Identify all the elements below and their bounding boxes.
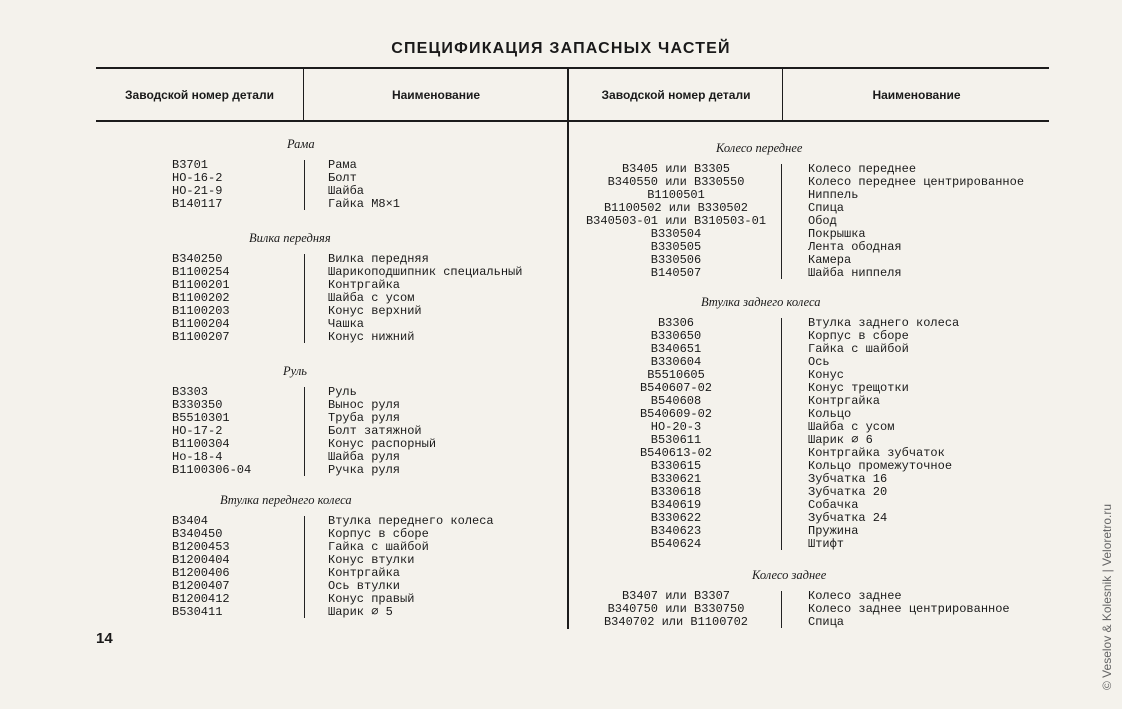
part-name: Гайка с шайбой <box>328 540 429 554</box>
header-part-number-right: Заводской номер детали <box>601 88 751 102</box>
part-number: B330506 <box>650 253 702 267</box>
part-number: B340250 <box>172 252 223 266</box>
part-number: B1100254 <box>172 265 230 279</box>
part-number: НО-16-2 <box>172 171 223 185</box>
part-number: B530411 <box>172 605 223 619</box>
part-name: Кольцо промежуточное <box>808 459 953 473</box>
header-divider-left <box>303 69 304 120</box>
part-name: Колесо заднее центрированное <box>808 602 1010 616</box>
part-number: B330650 <box>650 329 702 343</box>
column-separator <box>304 160 305 210</box>
column-separator <box>781 164 782 279</box>
header-name-right: Наименование <box>872 88 961 102</box>
part-number: B1100201 <box>172 278 230 292</box>
part-number: B1200412 <box>172 592 230 606</box>
page-number: 14 <box>96 630 113 647</box>
part-number: B1100203 <box>172 304 230 318</box>
part-name: Пружина <box>808 524 859 538</box>
part-number: B540608 <box>650 394 702 408</box>
part-name: Шайба <box>328 184 365 198</box>
part-name: Вилка передняя <box>328 252 429 266</box>
part-number: B340503-01 или B310503-01 <box>585 214 767 228</box>
part-name: Шайба с усом <box>328 291 415 305</box>
part-number: B1200406 <box>172 566 230 580</box>
part-number: B1200407 <box>172 579 230 593</box>
part-name: Кольцо <box>808 407 852 421</box>
part-name: Конус втулки <box>328 553 415 567</box>
part-name: Корпус в сборе <box>808 329 909 343</box>
section-title: Колесо переднее <box>716 141 803 155</box>
part-name: Обод <box>808 214 837 228</box>
part-number: B1100306-04 <box>172 463 252 477</box>
part-name: Гайка М8×1 <box>328 197 401 211</box>
section-title: Вилка передняя <box>249 231 331 245</box>
part-number: B540624 <box>650 537 702 551</box>
part-name: Шарик ⌀ 6 <box>808 433 873 447</box>
part-name: Чашка <box>328 317 365 331</box>
part-name: Ось втулки <box>328 579 401 593</box>
part-number: B330618 <box>650 485 702 499</box>
part-number: B3407 или B3307 <box>621 589 731 603</box>
part-number: B340750 или B330750 <box>607 602 745 616</box>
part-number: B340450 <box>172 527 223 541</box>
section-title: Колесо заднее <box>752 568 827 582</box>
part-name: Контргайка <box>808 394 881 408</box>
part-number: B340619 <box>650 498 702 512</box>
part-number: B330622 <box>650 511 702 525</box>
part-name: Колесо заднее <box>808 589 902 603</box>
part-number: B330621 <box>650 472 702 486</box>
part-name: Ниппель <box>808 188 859 202</box>
part-number: B540613-02 <box>639 446 712 460</box>
part-number: B330604 <box>650 355 702 369</box>
part-name: Втулка заднего колеса <box>808 316 960 330</box>
part-number: B1100202 <box>172 291 230 305</box>
part-name: Конус <box>808 368 845 382</box>
part-name: Колесо переднее центрированное <box>808 175 1025 189</box>
part-name: Спица <box>808 615 845 629</box>
part-name: Гайка с шайбой <box>808 342 909 356</box>
section-title: Втулка заднего колеса <box>701 295 821 309</box>
section-title: Втулка переднего колеса <box>220 493 352 507</box>
part-name: Ручка руля <box>328 463 401 477</box>
header-name-left: Наименование <box>391 88 481 102</box>
part-name: Шарик ⌀ 5 <box>328 605 393 619</box>
part-number: B330350 <box>172 398 223 412</box>
part-name: Шарикоподшипник специальный <box>328 265 523 279</box>
section-title: Рама <box>287 137 315 151</box>
part-name: Конус нижний <box>328 330 415 344</box>
header-divider-right <box>782 69 783 120</box>
part-name: Конус верхний <box>328 304 422 318</box>
part-name: Конус распорный <box>328 437 437 451</box>
column-separator <box>304 516 305 618</box>
part-name: Зубчатка 20 <box>808 485 888 499</box>
part-number: B1100207 <box>172 330 230 344</box>
part-number: B540609-02 <box>639 407 712 421</box>
part-name: Руль <box>328 385 357 399</box>
part-name: Корпус в сборе <box>328 527 429 541</box>
part-number: B1100204 <box>172 317 230 331</box>
part-number: B3306 <box>657 316 694 330</box>
part-name: Втулка переднего колеса <box>328 514 494 528</box>
part-number: B330505 <box>650 240 702 254</box>
part-name: Труба руля <box>328 411 401 425</box>
part-number: B5510605 <box>647 368 705 382</box>
part-number: B1100304 <box>172 437 230 451</box>
part-name: Собачка <box>808 498 859 512</box>
part-number: B330615 <box>650 459 702 473</box>
header-part-number-left: Заводской номер детали <box>125 88 274 102</box>
part-number: B3404 <box>172 514 209 528</box>
part-number: B1200404 <box>172 553 230 567</box>
part-number: B340623 <box>650 524 702 538</box>
part-name: Вынос руля <box>328 398 401 412</box>
part-number: B3405 или B3305 <box>621 162 731 176</box>
part-number: B330504 <box>650 227 702 241</box>
part-name: Зубчатка 24 <box>808 511 888 525</box>
part-number: НО-20-3 <box>650 420 702 434</box>
column-separator <box>304 387 305 476</box>
part-name: Конус трещотки <box>808 381 909 395</box>
part-number: НО-21-9 <box>172 184 223 198</box>
part-name: Контргайка зубчаток <box>808 446 945 460</box>
part-name: Зубчатка 16 <box>808 472 888 486</box>
part-name: Контргайка <box>328 566 401 580</box>
watermark: © Veselov & Kolesnik | Veloretro.ru <box>1100 503 1114 690</box>
part-name: Штифт <box>808 537 845 551</box>
column-separator <box>781 318 782 550</box>
part-name: Рама <box>328 158 357 172</box>
column-separator <box>781 591 782 628</box>
part-name: Колесо переднее <box>808 162 917 176</box>
part-name: Ось <box>808 355 830 369</box>
part-number: B540607-02 <box>639 381 712 395</box>
part-number: B340651 <box>650 342 702 356</box>
column-separator <box>304 254 305 343</box>
part-name: Шайба руля <box>328 450 401 464</box>
part-name: Шайба ниппеля <box>808 266 902 280</box>
part-number: B1100502 или B330502 <box>603 201 749 215</box>
header-bottom-rule <box>96 120 1049 122</box>
section-title: Руль <box>283 364 307 378</box>
part-name: Камера <box>808 253 852 267</box>
part-number: B1200453 <box>172 540 230 554</box>
part-number: B5510301 <box>172 411 230 425</box>
part-name: Покрышка <box>808 227 866 241</box>
part-number: НО-17-2 <box>172 424 223 438</box>
part-number: B3701 <box>172 158 209 172</box>
page-title: СПЕЦИФИКАЦИЯ ЗАПАСНЫХ ЧАСТЕЙ <box>391 40 731 57</box>
part-number: B140507 <box>650 266 702 280</box>
part-name: Болт <box>328 171 357 185</box>
part-name: Болт затяжной <box>328 424 422 438</box>
part-name: Контргайка <box>328 278 401 292</box>
center-divider <box>567 69 569 629</box>
part-name: Шайба с усом <box>808 420 895 434</box>
part-name: Спица <box>808 201 845 215</box>
part-number: B140117 <box>172 197 223 211</box>
part-number: B3303 <box>172 385 209 399</box>
part-name: Лента ободная <box>808 240 902 254</box>
part-name: Конус правый <box>328 592 415 606</box>
part-number: B1100501 <box>647 188 705 202</box>
part-number: B530611 <box>650 433 702 447</box>
part-number: B340702 или B1100702 <box>603 615 749 629</box>
top-rule <box>96 67 1049 69</box>
part-number: B340550 или B330550 <box>607 175 745 189</box>
part-number: Но-18-4 <box>172 450 223 464</box>
